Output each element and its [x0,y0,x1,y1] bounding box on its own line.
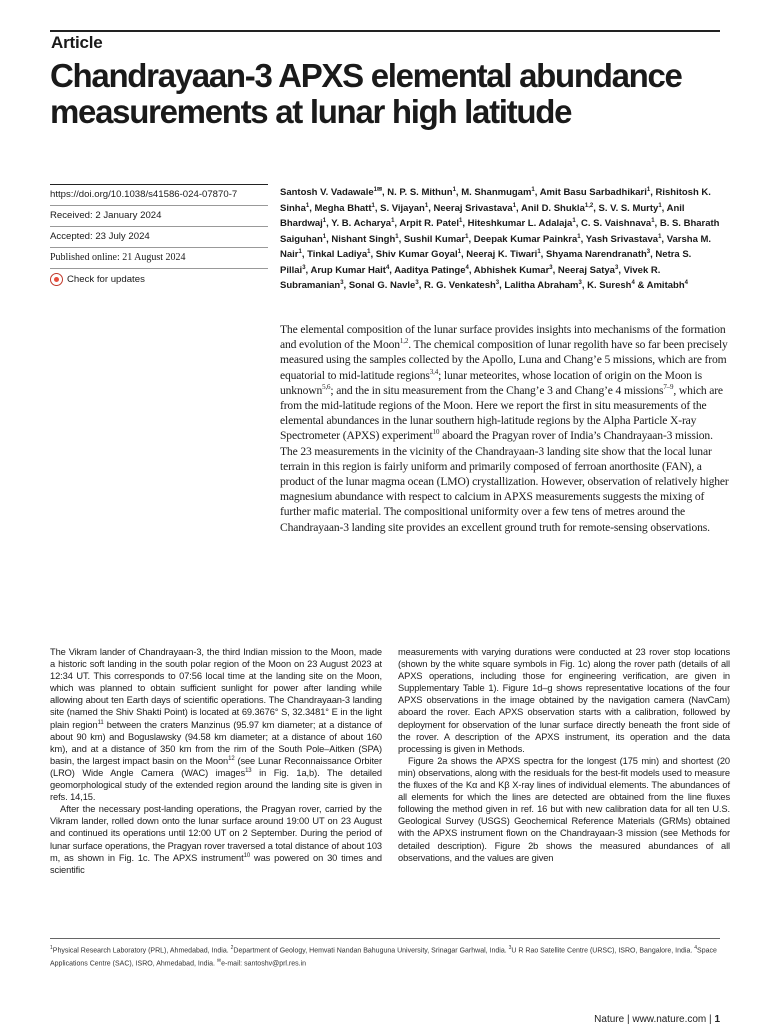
author-name[interactable]: C. S. Vaishnava [580,218,652,230]
author-affiliation: 1 [391,218,395,225]
author-affiliation: 1 [658,233,662,240]
author-affiliation: 1 [658,202,662,209]
text-run: The Vikram lander of Chandrayaan-3, the third Indian mission to the Moon, made a historic soft landing in the south polar region of the Moon on 23 August 2023 at 12:34 UT. This corresponds to 07:56 local time at the landing site on the Moon, which was planned to obtain sufficient sunlight for power after landing while allowing about ten Earth days of scientific operations. The Chandrayaan-3 landing site (named the Shiv Shakti Point) is located at 69.3676° S, 32.3481° E in the light plain region [50,647,382,730]
author-name[interactable]: Sonal G. Navle [348,280,416,292]
reference-superscript[interactable]: 5,6 [322,382,331,391]
author-affiliation: 1 [572,218,576,225]
reference-superscript[interactable]: 10 [432,428,440,437]
footer-separator: | [626,1014,630,1025]
author-name[interactable]: Amitabh [646,280,685,292]
reference-superscript[interactable]: 1,2 [399,337,409,346]
author-name[interactable]: M. Shanmugam [461,187,532,199]
text-run: Figure 2a shows the APXS spectra for the longest (175 min) and shortest (20 min) observations, along with the residuals for the best-fit models used to measure the fluxes of the Kα and Kβ X-ray lines of individual elements. The abundances of all elements for which the lines are detected are obtained from the line fluxes following the method given in ref. 16 but with new calibration data for all ten U.S. Geological Survey (USGS) Geochemical Reference Materials (GRMs) obtained with the APXS instrument flown on the Chandrayaan-3 mission (see Methods for detailed description). Figure 2b shows the measured abundances of all observations, and the values are given [398,755,730,863]
author-affiliation: 4 [465,264,469,271]
author-affiliation: 1 [395,233,399,240]
author-name[interactable]: Sushil Kumar [403,233,466,245]
reference-superscript[interactable]: 3,4 [429,367,439,376]
author-affiliation: 3 [302,264,306,271]
body-column-left [50,646,382,876]
author-name[interactable]: N. P. S. Mithun [387,187,453,199]
author-name[interactable]: Abhishek Kumar [473,264,550,276]
text-run: Physical Research Laboratory (PRL), Ahmedabad, India. [52,947,231,955]
author-affiliation: 3 [578,280,582,287]
text-run: measurements with varying durations were conducted at 23 rover stop locations (shown by the white square symbols in Fig. 1c) along the rover path (details of all APXS operations, including those for engineering verification, are given in Supplementary Table 1). Figure 1d–g shows representative locations of the four APXS observations in the image obtained by the navigation camera (NavCam) aboard the rover. Each APXS observation starts with a calibration, followed by deployment for observation of the lunar surface directly beneath the front side of the rover. A description of the APXS instrument, its operation and the data processing is given in Methods. [398,647,730,754]
author-name[interactable]: K. Suresh [587,280,632,292]
author-name[interactable]: Megha Bhatt [314,202,372,214]
article-metadata [50,184,268,290]
author-affiliation: 4 [631,280,635,287]
author-list: Santosh V. Vadawale$^{1✉}$, N. P. S. Mithun$^1$, M. Shanmugam$^1$, Amit Basu Sarbadhikari$^1$, Rishitosh K. Sinha$^1$, Megha Bhatt$^1$, S. Vijayan$^1$, Neeraj Srivastava$^1$, Anil D. Shukla$^{1,2}$, S. V. S. Murty$^1$, Anil Bhardwaj$^1$, Y. B. Acharya$^1$, Arpit R. Patel$^1$, Hiteshkumar L. Adalaja$^1$, C. S. Vaishnava$^1$, B. S. Bharath Saiguhan$^1$, Nishant Singh$^1$, Sushil Kumar$^1$, Deepak Kumar Painkra$^1$, Yash Srivastava$^1$, Varsha M. Nair$^1$, Tinkal Ladiya$^1$, Shiv Kumar Goyal$^1$, Neeraj K. Tiwari$^1$, Shyama Narendranath$^3$, Netra S. Pillai$^3$, Arup Kumar Hait$^4$, Aaditya Patinge$^4$, Abhishek Kumar$^3$, Neeraj Satya$^3$, Vivek R. Subramanian$^3$, Sonal G. Navle$^3$, R. G. Venkatesh$^3$, Lalitha Abraham$^3$, K. Suresh$^4$ & Amitabh$^4$ [280,187,720,292]
author-affiliation: 1 [322,218,327,225]
text-run: The elemental composition of the lunar surface provides insights into mechanisms of the formation and evolution of the Moon [280,323,726,352]
text-run: After the necessary post-landing operations, the Pragyan rover, carried by the Vikram lander, rolled down onto the lunar surface around 19:00 UT on 23 August and continued its operations until 12:00 UT on 2 September. During the period of lunar surface operations, the Pragyan rover traversed a total distance of about 103 m, as shown in Fig. 1c. The APXS instrument [50,804,382,863]
author-name[interactable]: Amit Basu Sarbadhikari [539,187,647,199]
reference-superscript[interactable]: 4 [694,945,698,951]
author-name[interactable]: Netra S. Pillai [280,249,692,276]
reference-superscript[interactable]: 7–9 [663,382,674,391]
author-name[interactable]: Deepak Kumar Painkra [473,233,578,245]
text-run: aboard the Pragyan rover of India’s Chandrayaan-3 mission. The 23 measurements in the vicinity of the Chandrayaan-3 landing site show that the local lunar terrain in this region is fairly uniform and primarily composed of ferroan anorthosite (FAN), a product of the lunar magma ocean (LMO) crystallization. However, observation of relatively higher magnesium abundance with respect to calcium in APXS measurements suggests the mixing of further mafic material. The compositional uniformity over a few tens of metres around the Chandrayaan-3 landing site provides an excellent ground truth for remote-sensing observations. [280,429,729,534]
author-name[interactable]: Shiv Kumar Goyal [375,249,458,261]
author-affiliation: 4 [684,280,688,287]
author-affiliation: 1,2 [584,202,594,209]
author-affiliation: 1 [305,202,310,209]
reference-superscript[interactable]: 13 [245,767,252,774]
reference-superscript[interactable]: 2 [230,945,234,951]
author-name[interactable]: Shyama Narendranath [545,249,647,261]
author-name[interactable]: Santosh V. Vadawale [280,187,374,199]
author-name[interactable]: Arup Kumar Hait [310,264,386,276]
affiliations-footnote [50,943,730,970]
author-name[interactable]: Hiteshkumar L. Adalaja [467,218,573,230]
reference-superscript[interactable]: 1 [50,945,53,951]
author-affiliation: 3 [340,280,344,287]
reference-superscript[interactable]: ✉ [216,958,222,965]
footer-separator: | [709,1014,712,1025]
body-paragraph [398,646,730,755]
text-run: . The chemical composition of lunar regolith have so far been precisely measured using the samples collected by the Apollo, Luna and Chang’e 5 missions, which are from equatorial to mid-latitude regions [280,338,728,382]
page-footer [594,1014,720,1025]
accepted-date: Accepted: 23 July 2024 [50,226,268,247]
article-title: Chandrayaan-3 APXS elemental abundance measurements at lunar high latitude [50,57,682,130]
published-date: Published online: 21 August 2024 [50,247,268,268]
text-run: Space Applications Centre (SAC), ISRO, Ahmedabad, India. [50,947,717,968]
author-name[interactable]: Neeraj Srivastava [433,202,513,214]
body-paragraph [398,755,730,864]
text-run: was powered on 30 times and scientific [50,852,382,875]
author-name[interactable]: Aaditya Patinge [394,264,466,276]
author-affiliation: 3 [549,264,553,271]
text-run: ; lunar meteorites, whose location of origin on the Moon is unknown [280,368,702,397]
author-affiliation: 1 [367,249,371,256]
author-affiliation: 3 [415,280,419,287]
check-updates-label: Check for updates [67,273,145,285]
author-name[interactable]: Neeraj K. Tiwari [466,249,538,261]
author-name[interactable]: Anil D. Shukla [520,202,585,214]
text-run: , which are from the mid-latitude regions of the Moon. Here we report the first in situ measurements of the elemental abundances in the lunar southern high-latitude regions by the Alpha Particle X-ray Spectrometer (APXS) experiment [280,383,723,443]
top-rule [50,30,720,32]
page-number: 1 [714,1014,720,1025]
author-affiliation: 3 [495,280,500,287]
text-run: Department of Geology, Hemvati Nandan Bahuguna University, Srinagar Garhwal, India. [233,947,509,955]
author-affiliation: 1 [577,233,581,240]
author-affiliation: 3 [614,264,619,271]
author-name[interactable]: Yash Srivastava [585,233,659,245]
journal-name: Nature [594,1014,625,1025]
reference-superscript[interactable]: 3 [508,945,512,951]
author-affiliation: 1 [457,249,461,256]
author-affiliation: 1 [537,249,541,256]
text-run: in Fig. 1a,b). The detailed geomorphological study of the extended region around the landing site is given in refs. 14,15. [50,767,382,803]
author-affiliation: 1 [646,187,651,193]
author-affiliation: 1 [531,187,535,193]
author-affiliation: 3 [646,249,651,256]
received-date: Received: 2 January 2024 [50,205,268,226]
site-link[interactable]: www.nature.com [632,1014,707,1025]
body-paragraph [50,646,382,803]
author-name[interactable]: Vivek R. Subramanian [280,264,661,292]
author-affiliation: 1 [322,233,327,240]
text-run: e-mail: santoshv@prl.res.in [221,960,307,968]
author-name[interactable]: S. V. S. Murty [598,202,659,214]
author-name[interactable]: Nishant Singh [331,233,396,245]
author-name[interactable]: Anil Bhardwaj [280,202,685,230]
author-name[interactable]: Tinkal Ladiya [307,249,368,261]
reference-superscript[interactable]: 10 [243,852,251,859]
author-affiliation: 1 [512,202,517,209]
doi-link[interactable]: https://doi.org/10.1038/s41586-024-07870-7 [50,184,268,205]
author-affiliation: 1 [452,187,456,193]
author-affiliation: 1 [424,202,429,209]
author-name[interactable]: Lalitha Abraham [504,280,579,292]
author-affiliation: 1 [651,218,655,225]
author-name[interactable]: Varsha M. Nair [280,233,712,261]
article-type: Article [51,33,103,52]
text-run: (see Lunar Reconnaissance Orbiter (LRO) Wide Angle Camera (WAC) images [50,755,382,778]
author-name[interactable]: R. G. Venkatesh [423,280,496,292]
author-affiliation: 4 [385,264,390,271]
author-affiliation: 1 [371,202,375,209]
author-name[interactable]: Rishitosh K. Sinha [280,187,711,214]
body-paragraph [50,803,382,876]
check-updates-icon [50,273,63,286]
text-run: U R Rao Satellite Centre (URSC), ISRO, Bangalore, India. [511,947,695,955]
check-updates-button[interactable] [50,268,268,290]
body-column-right [398,646,730,864]
author-name[interactable]: Neeraj Satya [557,264,615,276]
reference-superscript[interactable]: 12 [228,755,235,762]
author-affiliation: 1 [298,249,302,256]
abstract [280,322,730,535]
author-name[interactable]: B. S. Bharath Saiguhan [280,218,720,245]
text-run: between the craters Manzinus (95.97 km diameter; at a distance of about 90 km) and Boguslawsky (94.58 km diameter; at a distance of about 160 km), and at a distance of 350 km from the rim of the South Pole–Aitken (SPA) basin, the largest impact basin on the Moon [50,719,382,766]
reference-superscript[interactable]: 11 [97,719,104,726]
text-run: ; and the in situ measurement from the Chang’e 3 and Chang’e 4 missions [330,383,664,397]
author-affiliation: 1 [459,218,463,225]
author-affiliation: 1✉ [373,187,383,193]
author-affiliation: 1 [465,233,469,240]
author-name[interactable]: Y. B. Acharya [331,218,392,230]
author-name[interactable]: Arpit R. Patel [399,218,459,230]
footnote-rule [50,938,720,939]
author-name[interactable]: S. Vijayan [380,202,425,214]
